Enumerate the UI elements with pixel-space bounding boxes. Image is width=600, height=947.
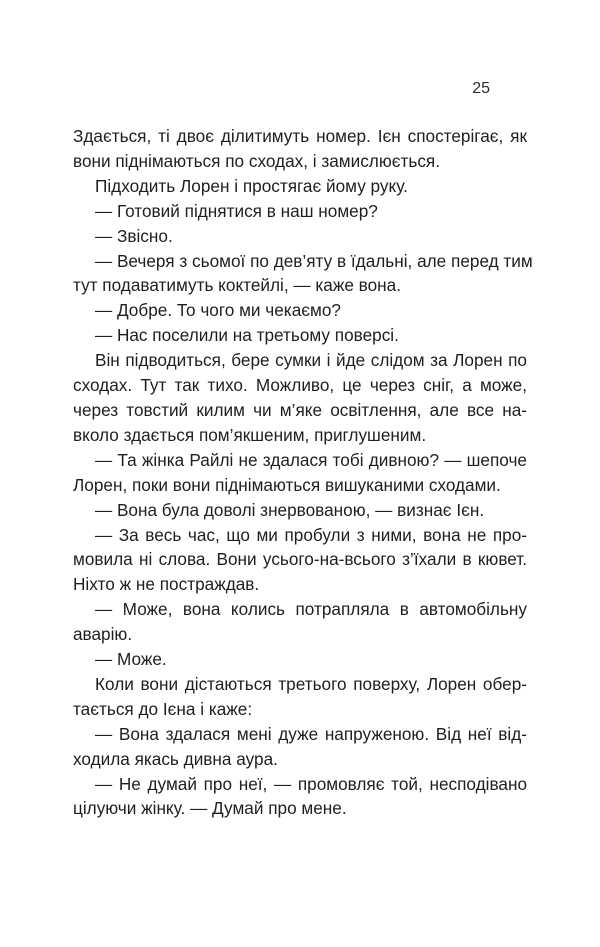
text-line: — Добре. То чого ми чекаємо? — [95, 300, 341, 321]
text-line: аварію. — [73, 624, 133, 645]
paragraph — [73, 597, 527, 647]
text-line: вколо здається пом’якшеним, приглушеним. — [73, 424, 427, 445]
text-line: — Звісно. — [95, 225, 173, 246]
text-line: цілуючи жінку. — Думай про мене. — [73, 798, 347, 819]
text-line: ходила якась дивна аура. — [73, 748, 278, 769]
text-line: Лорен, поки вони піднімаються вишуканими сходами. — [73, 474, 501, 495]
text-line: — За весь час, що ми пробули з ними, вона не про- — [95, 524, 527, 545]
text-line: Ніхто ж не постраждав. — [73, 574, 260, 595]
text-line: Здається, ті двоє ділитимуть номер. Ієн спостерігає, як — [73, 126, 527, 146]
text-line: Коли вони дістаються третього поверху, Лорен обер- — [95, 673, 527, 694]
page-number: 25 — [472, 80, 490, 97]
paragraph — [73, 523, 527, 598]
paragraph — [73, 498, 527, 523]
text-line: — Та жінка Райлі не здалася тобі дивною? — шепоче — [95, 449, 527, 470]
text-line: — Може, вона колись потрапляла в автомобільну — [95, 599, 527, 620]
text-line: — Вона була доволі знервованою, — визнає Ієн. — [95, 499, 485, 520]
paragraph — [73, 772, 527, 822]
paragraph — [73, 647, 527, 672]
text-line: — Вона здалася мені дуже напруженою. Від неї від- — [95, 723, 527, 744]
paragraph — [73, 224, 527, 249]
paragraph — [73, 448, 527, 498]
paragraph — [73, 174, 527, 199]
paragraph — [73, 124, 527, 174]
paragraph — [73, 672, 527, 722]
paragraph — [73, 722, 527, 772]
text-line: сходах. Тут так тихо. Можливо, це через сніг, а може, — [73, 375, 527, 396]
text-line: вони піднімаються по сходах, і замислюється. — [73, 150, 441, 171]
text-line: через товстий килим чи м’яке освітлення, але все на- — [73, 399, 527, 420]
text-line: — Готовий піднятися в наш номер? — [95, 200, 378, 221]
paragraph — [73, 298, 527, 323]
text-line: — Вечеря з сьомої по дев’яту в їдальні, але перед тим — [95, 250, 533, 271]
text-line: тут подаватимуть коктейлі, — каже вона. — [73, 275, 401, 296]
paragraph — [73, 348, 527, 448]
text-line: мовила ні слова. Вони усього-на-всього з’їхали в кювет. — [73, 549, 527, 570]
paragraph — [73, 323, 527, 348]
text-line: тається до Ієна і каже: — [73, 698, 253, 719]
text-line: Підходить Лорен і простягає йому руку. — [95, 175, 408, 196]
text-body — [73, 124, 533, 821]
text-line: — Не думай про неї, — промовляє той, несподівано — [95, 773, 527, 794]
text-line: — Може. — [95, 649, 167, 670]
paragraph — [73, 199, 527, 224]
paragraph — [73, 249, 533, 299]
text-line: — Нас поселили на третьому поверсі. — [95, 325, 399, 346]
text-line: Він підводиться, бере сумки і йде слідом за Лорен по — [95, 350, 527, 371]
